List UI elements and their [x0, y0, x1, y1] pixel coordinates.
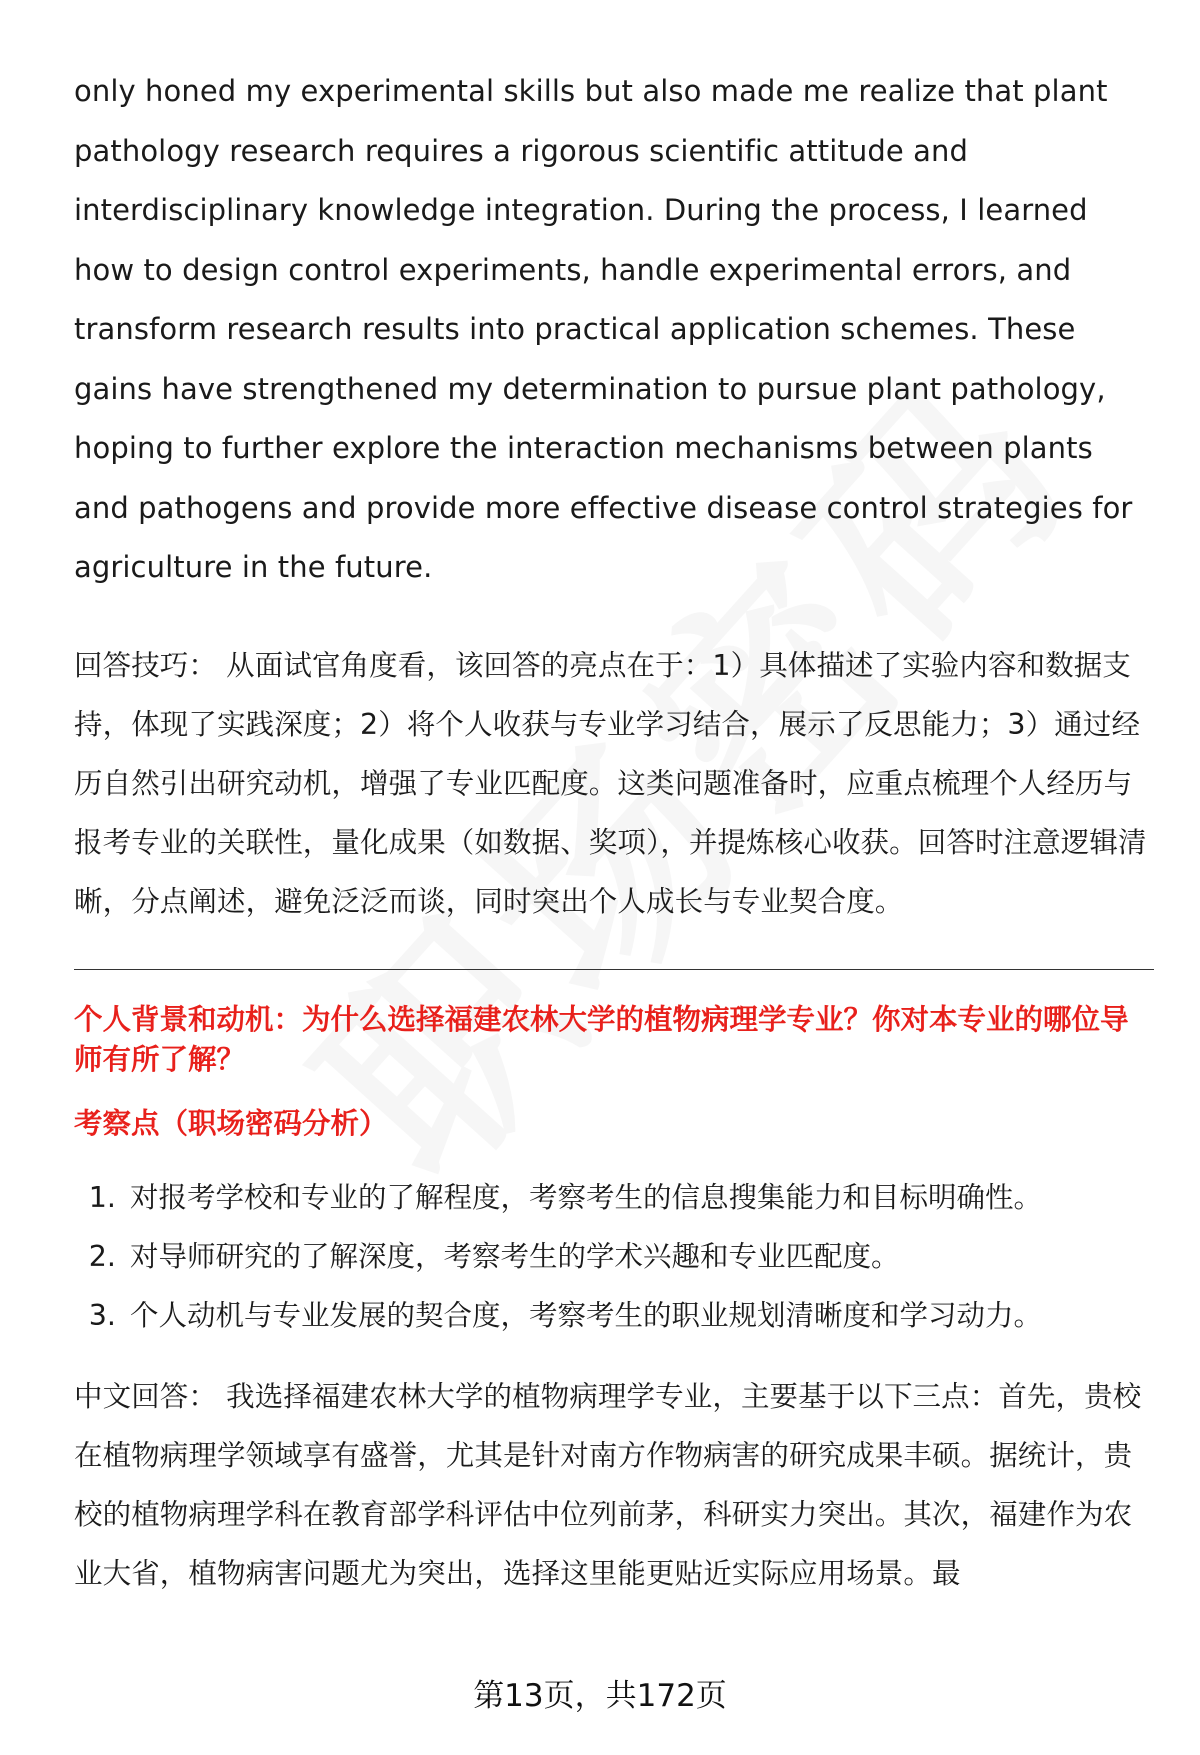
list-item-text: 个人动机与专业发展的契合度，考察考生的职业规划清晰度和学习动力。: [130, 1298, 1043, 1332]
assessment-points-list: [74, 1168, 1154, 1345]
page-number-footer: 第13页，共172页: [473, 1678, 727, 1714]
list-item-number: 3.: [88, 1298, 116, 1332]
list-item-number: 1.: [88, 1180, 116, 1214]
answer-tips-paragraph: 回答技巧： 从面试官角度看，该回答的亮点在于：1）具体描述了实验内容和数据支持，体现了实践深度；2）将个人收获与专业学习结合，展示了反思能力；3）通过经历自然引出研究动机，增强了专业匹配度。这类问题准备时，应重点梳理个人经历与报考专业的关联性，量化成果（如数据、奖项），并提炼核心收获。回答时注意逻辑清晰，分点阐述，避免泛泛而谈，同时突出个人成长与专业契合度。: [74, 648, 1147, 918]
assessment-points-heading: 考察点（职场密码分析）: [74, 1106, 388, 1140]
list-item: [74, 1286, 1154, 1345]
intro-paragraph: only honed my experimental skills but also made me realize that plant pathology research requires a rigorous scientific attitude and interdisciplinary knowledge integration. During the process, I learned how to design control experiments, handle experimental errors, and transform research results into practical application schemes. These gains have strengthened my determination to pursue plant pathology, hoping to further explore the interaction mechanisms between plants and pathogens and provide more effective disease control strategies for agriculture in the future.: [74, 74, 1133, 584]
question-heading: 个人背景和动机：为什么选择福建农林大学的植物病理学专业？你对本专业的哪位导师有所了解？: [74, 1002, 1129, 1076]
list-item-number: 2.: [88, 1239, 116, 1273]
list-item: [74, 1227, 1154, 1286]
list-item-text: 对导师研究的了解深度，考察考生的学术兴趣和专业匹配度。: [130, 1239, 900, 1273]
list-item-text: 对报考学校和专业的了解程度，考察考生的信息搜集能力和目标明确性。: [130, 1180, 1043, 1214]
list-item: [74, 1168, 1154, 1227]
section-divider: [74, 969, 1154, 970]
chinese-answer-paragraph: 中文回答： 我选择福建农林大学的植物病理学专业，主要基于以下三点：首先，贵校在植物病理学领域享有盛誉，尤其是针对南方作物病害的研究成果丰硕。据统计，贵校的植物病理学科在教育部学科评估中位列前茅，科研实力突出。其次，福建作为农业大省，植物病害问题尤为突出，选择这里能更贴近实际应用场景。最: [74, 1379, 1142, 1590]
document-page: [74, 62, 1154, 1603]
